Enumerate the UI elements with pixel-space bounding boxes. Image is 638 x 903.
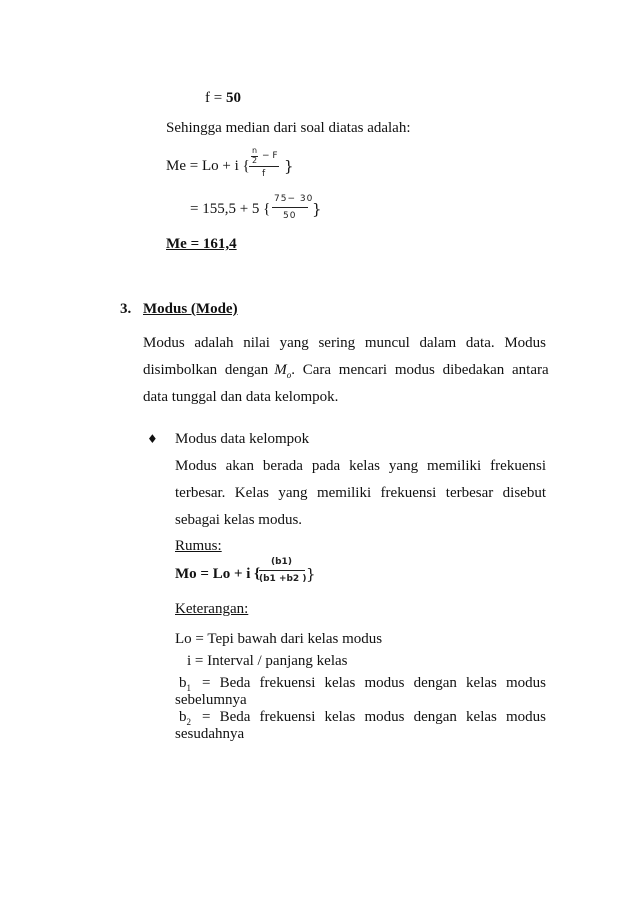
section-title: Modus (Mode) — [143, 301, 238, 317]
b2-continuation: sesudahnya — [175, 726, 245, 742]
median-intro: Sehingga median dari soal diatas adalah: — [166, 120, 411, 136]
median-calc-lhs: = 155,5 + 5 { — [190, 201, 271, 217]
median-result: Me = 161,4 — [166, 236, 237, 252]
mo-numerator: (b1) — [271, 557, 292, 567]
lo-definition: Lo = Tepi bawah dari kelas modus — [175, 631, 383, 647]
i-definition: i = Interval / panjang kelas — [187, 653, 348, 669]
mo-denominator: (b1 +b2 ) — [259, 574, 307, 584]
calc-close-brace: } — [312, 200, 322, 218]
formula-n: n — [252, 146, 258, 155]
b1-continuation: sebelumnya — [175, 692, 247, 708]
section-number: 3. — [120, 301, 132, 317]
line2-pre: disimbolkan dengan — [143, 362, 269, 378]
bullet-line2: terbesar. Kelas yang memiliki frekuensi terbesar disebut — [175, 485, 546, 501]
b1-label: $b_1$ — [179, 675, 191, 693]
section-paragraph-line3: data tunggal dan data kelompok. — [143, 389, 339, 405]
formula-2: 2 — [252, 156, 258, 165]
calc-numerator: 75− 30 — [274, 194, 314, 204]
calc-denominator: 50 — [283, 211, 297, 221]
bullet-line1: Modus akan berada pada kelas yang memiliki frekuensi — [175, 458, 546, 474]
formula-fraction-line — [249, 166, 279, 167]
b2-definition: = Beda frekuensi kelas modus dengan kelas modus — [202, 709, 546, 725]
keterangan-label: Keterangan: — [175, 601, 249, 617]
b1-definition: = Beda frekuensi kelas modus dengan kelas modus — [202, 675, 546, 691]
mode-symbol: $M_o$. Cara mencari modus dibedakan antara — [274, 362, 549, 380]
section-paragraph-line2 — [143, 362, 549, 380]
formula-minus-F: − F — [262, 151, 278, 161]
bullet-line3: sebagai kelas modus. — [175, 512, 303, 528]
calc-fraction-line — [272, 207, 308, 208]
mo-fraction-line — [259, 570, 305, 571]
b2-label: $b_2$ — [179, 709, 191, 727]
median-formula-lhs: Me = Lo + i { — [166, 158, 250, 174]
mo-formula-lhs: Mo = Lo + i { — [175, 566, 261, 582]
diamond-bullet-icon: ♦ — [147, 432, 158, 446]
f-value: 50 — [225, 90, 241, 106]
f-label: f = — [205, 90, 226, 106]
bullet-heading: Modus data kelompok — [175, 431, 310, 447]
mo-close-brace: } — [306, 565, 316, 583]
line2-symbol-wrap — [268, 362, 548, 380]
formula-close-brace: } — [284, 157, 294, 175]
f-value-line — [205, 90, 241, 107]
rumus-label: Rumus: — [175, 538, 222, 554]
section-paragraph-line1: Modus adalah nilai yang sering muncul dalam data. Modus — [143, 335, 546, 351]
formula-denominator-f: f — [262, 169, 266, 179]
